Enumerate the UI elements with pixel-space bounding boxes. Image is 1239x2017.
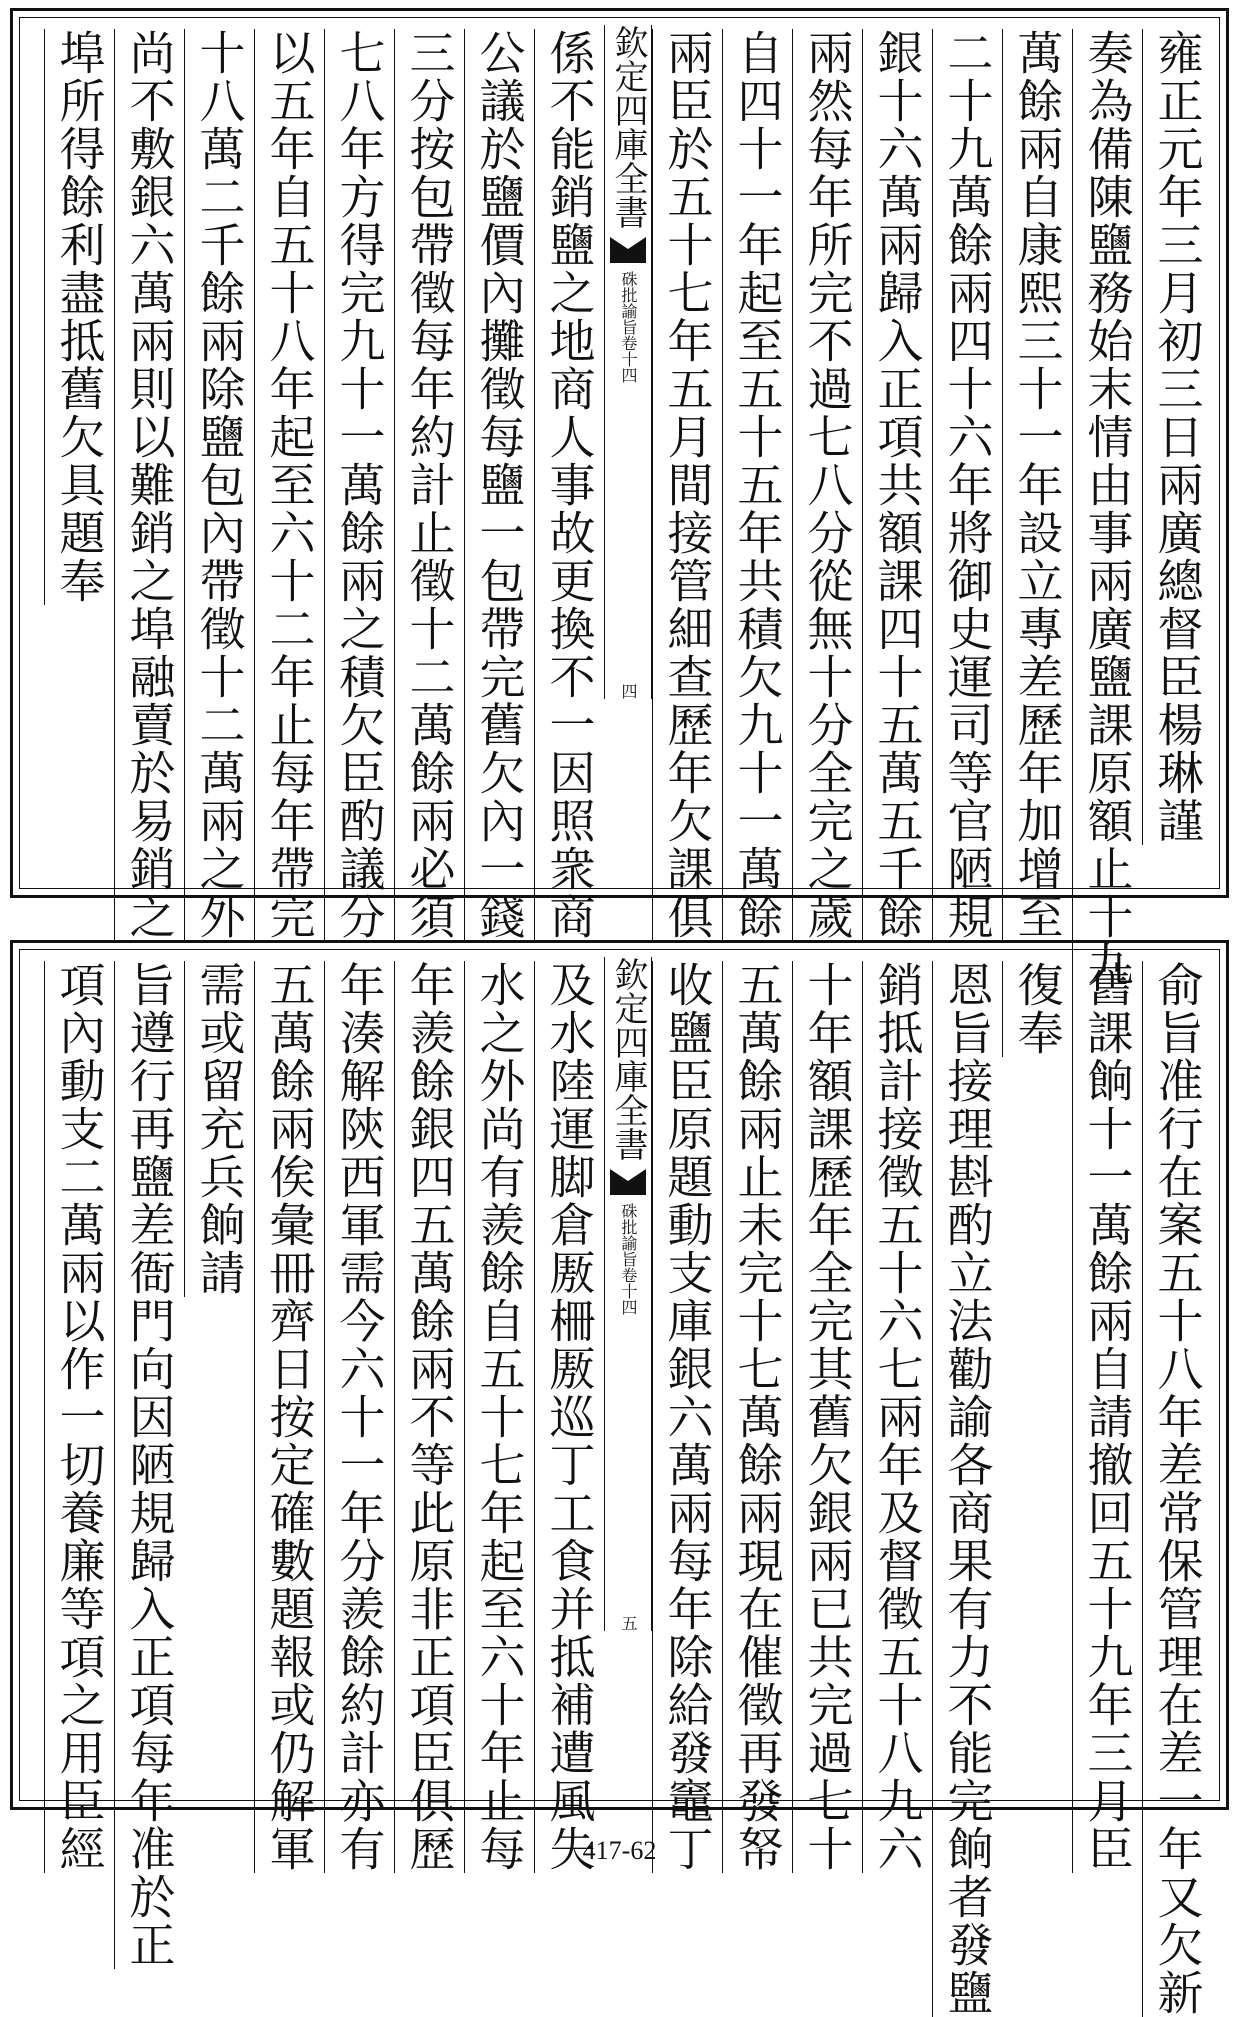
column-text: 尚不敷銀六萬兩則以難銷之埠融賣於易銷之 — [122, 29, 177, 941]
leaf-number: 五 — [619, 1615, 638, 1631]
text-column — [1002, 29, 1072, 941]
text-column — [722, 961, 792, 1873]
column-text: 以五年自五十八年起至六十二年止每年帶完 — [262, 29, 317, 941]
column-text: 收鹽臣原題動支庫銀六萬兩每年除給發竈丁 — [660, 961, 715, 1873]
column-text: 萬餘兩自康熙三十一年設立專差歷年加增至 — [1010, 29, 1065, 941]
column-text: 七八年方得完九十一萬餘兩之積欠臣酌議分 — [332, 29, 387, 941]
chapter-label: 硃批諭旨卷十四 — [619, 271, 638, 383]
column-text: 自四十一年起至五十五年共積欠九十一萬餘 — [730, 29, 785, 941]
page-number: 417-62 — [582, 1836, 657, 1865]
text-column — [114, 961, 184, 1969]
column-text: 舊課餉十一萬餘兩自請撤回五十九年三月臣 — [1080, 961, 1135, 1873]
text-column — [184, 961, 254, 1297]
text-column — [394, 29, 464, 941]
fish-tail-mark-icon — [610, 1169, 646, 1195]
text-column — [324, 29, 394, 941]
text-column — [464, 961, 534, 1873]
text-column — [394, 961, 464, 1873]
text-column — [652, 961, 722, 1873]
fish-tail-mark-icon — [610, 237, 646, 263]
text-column — [324, 961, 394, 1873]
text-column — [1072, 961, 1142, 1873]
text-column — [464, 29, 534, 941]
text-column — [792, 29, 862, 941]
text-column — [652, 29, 722, 941]
upper-page — [10, 8, 1229, 989]
column-text: 五萬餘兩俟彙冊齊日按定確數題報或仍解軍 — [262, 961, 317, 1873]
center-fold-header — [604, 25, 652, 699]
column-text: 需或留充兵餉請 — [192, 961, 247, 1297]
column-text: 銷抵計接徵五十六七兩年及督徵五十八九六 — [870, 961, 925, 1873]
column-text: 銀十六萬兩歸入正項共額課四十五萬五千餘 — [870, 29, 925, 941]
center-fold-header — [604, 957, 652, 1631]
leaf-number: 四 — [619, 683, 638, 699]
column-text: 俞旨准行在案五十八年差常保管理在差一年又欠新 — [1150, 961, 1205, 2017]
text-column — [1142, 29, 1212, 845]
text-column — [862, 29, 932, 941]
column-text: 項內動支二萬兩以作一切養廉等項之用臣經 — [52, 961, 107, 1873]
column-text: 雍正元年三月初三日兩廣總督臣楊琳謹 — [1150, 29, 1205, 845]
column-text: 兩然每年所完不過七八分從無十分全完之歲 — [800, 29, 855, 941]
column-text: 恩旨接理斟酌立法勸諭各商果有力不能完餉者發鹽 — [940, 961, 995, 2017]
column-text: 五萬餘兩止未完十七萬餘兩現在催徵再發帑 — [730, 961, 785, 1873]
column-text: 十八萬二千餘兩除鹽包內帶徵十二萬兩之外 — [192, 29, 247, 941]
text-column — [722, 29, 792, 941]
text-column — [114, 29, 184, 941]
text-column — [932, 29, 1002, 941]
text-column — [792, 961, 862, 1873]
text-column — [1002, 961, 1072, 1057]
text-column — [534, 29, 604, 941]
column-text: 復奉 — [1010, 961, 1065, 1057]
book-title: 欽定四庫全書 — [608, 957, 648, 1161]
column-text: 埠所得餘利盡抵舊欠具題奉 — [52, 29, 107, 605]
column-text: 二十九萬餘兩四十六年將御史運司等官陋規 — [940, 29, 995, 941]
text-column — [44, 961, 114, 1873]
chapter-label: 硃批諭旨卷十四 — [619, 1203, 638, 1315]
text-column — [534, 961, 604, 1873]
book-title: 欽定四庫全書 — [608, 25, 648, 229]
column-text: 公議於鹽價內攤徵每鹽一包帶完舊欠內一錢 — [472, 29, 527, 941]
text-column — [862, 961, 932, 1873]
text-column — [254, 961, 324, 1873]
text-column — [44, 29, 114, 605]
column-text: 兩臣於五十七年五月間接管細查歷年欠課俱 — [660, 29, 715, 941]
column-text: 係不能銷鹽之地商人事故更換不一因照衆商 — [542, 29, 597, 941]
text-column — [1072, 29, 1142, 989]
column-text: 及水陸運脚倉厫柵厫巡丁工食并抵補遭風失 — [542, 961, 597, 1873]
column-text: 十年額課歷年全完其舊欠銀兩已共完過七十 — [800, 961, 855, 1873]
column-text: 三分按包帶徵每年約計止徵十二萬餘兩必須 — [402, 29, 457, 941]
column-text: 年湊解陝西軍需今六十一年分羨餘約計亦有 — [332, 961, 387, 1873]
column-text: 奏為備陳鹽務始末情由事兩廣鹽課原額止十九 — [1080, 29, 1135, 989]
column-text: 水之外尚有羨餘自五十七年起至六十年止每 — [472, 961, 527, 1873]
column-text: 年羨餘銀四五萬餘兩不等此原非正項臣俱歷 — [402, 961, 457, 1873]
text-column — [254, 29, 324, 941]
column-text: 旨遵行再鹽差衙門向因陋規歸入正項每年准於正 — [122, 961, 177, 1969]
text-column — [184, 29, 254, 941]
